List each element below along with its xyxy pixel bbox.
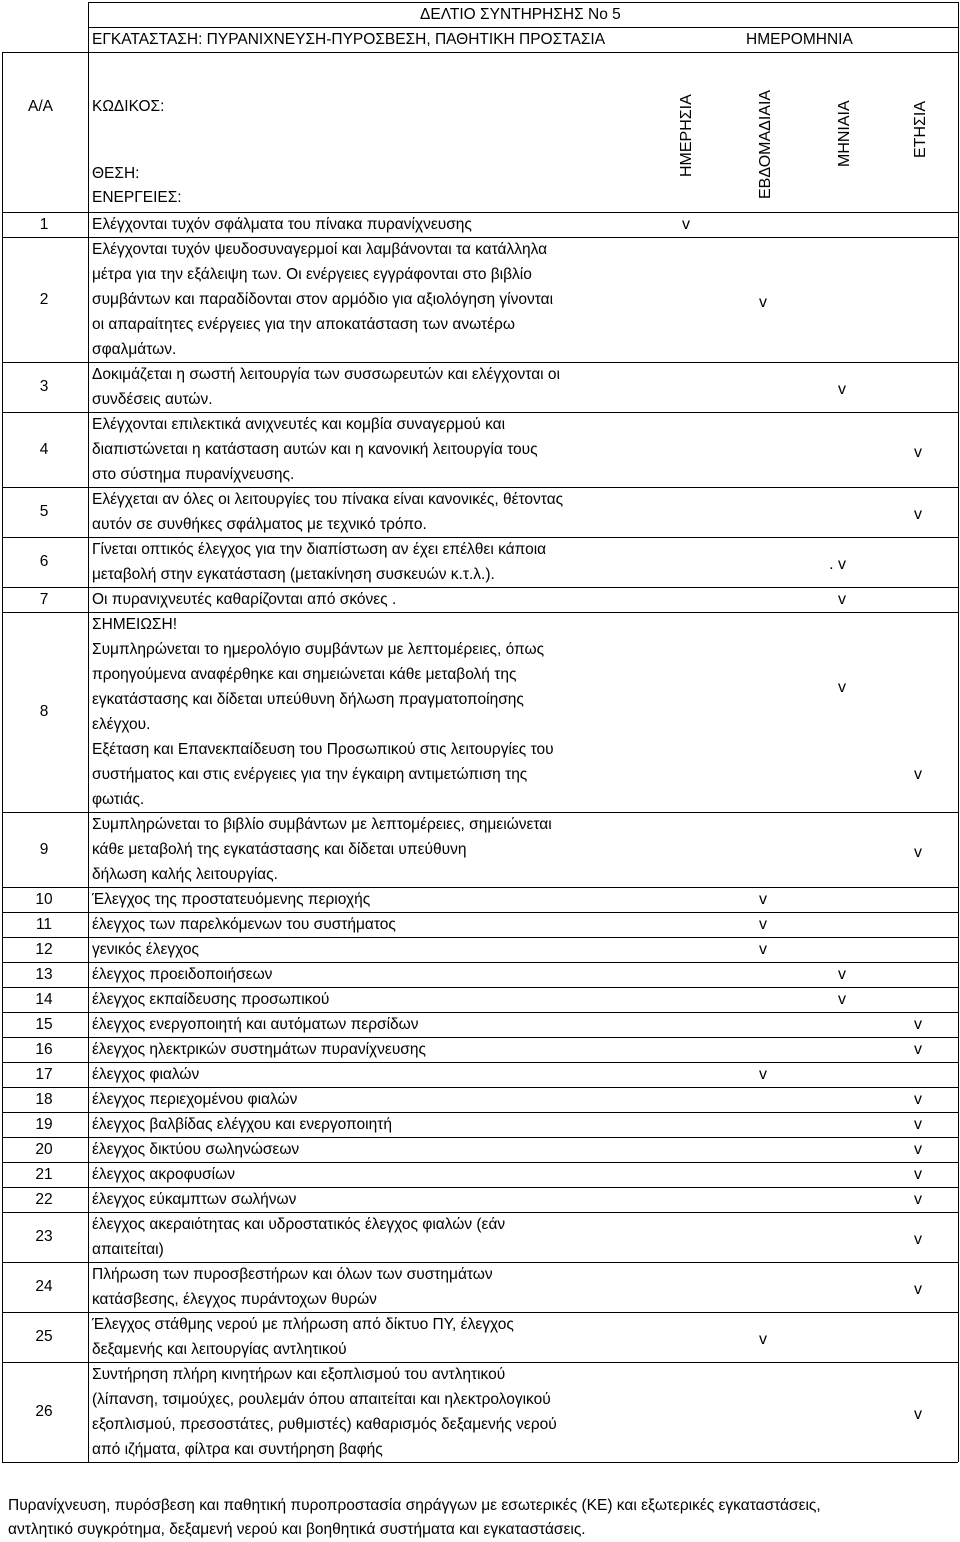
sheet-title: ΔΕΛΤΙΟ ΣΥΝΤΗΡΗΣΗΣ Νο 5: [420, 6, 621, 23]
task-text-line: έλεγχος βαλβίδας ελέγχου και ενεργοποιητή: [92, 1116, 392, 1133]
task-text-line: έλεγχος περιεχομένου φιαλών: [92, 1091, 298, 1108]
position-label: ΘΕΣΗ:: [92, 165, 140, 182]
task-text-line: αυτόν σε συνθήκες σφάλματος με τεχνικό τρόπο.: [92, 516, 427, 533]
task-text-line: μέτρα για την εξάλειψη των. Οι ενέργειες εγγράφονται στο βιβλίο: [92, 266, 532, 283]
task-text-line: διαπιστώνεται η κατάσταση αυτών και η κανονική λειτουργία τους: [92, 441, 538, 458]
frequency-check-mark: v: [914, 1116, 922, 1133]
header-border-mid: [88, 27, 958, 28]
task-text-line: φωτιάς.: [92, 791, 145, 808]
task-text-line: Ελέγχονται επιλεκτικά ανιχνευτές και κομβία συναγερμού και: [92, 416, 506, 433]
frequency-check-mark: v: [759, 293, 767, 311]
task-text-line: έλεγχος δικτύου σωληνώσεων: [92, 1141, 300, 1158]
row-number: 25: [35, 1328, 53, 1345]
row-number: 17: [35, 1065, 53, 1083]
table-border-left: [2, 52, 3, 1462]
header-border-right: [958, 2, 959, 52]
frequency-check-mark: . v: [829, 556, 846, 573]
task-text-line: Συμπληρώνεται το ημερολόγιο συμβάντων με λεπτομέρειες, όπως: [92, 641, 545, 658]
frequency-check-mark: v: [914, 1281, 922, 1298]
row-number: 19: [35, 1115, 53, 1133]
header-border-top: [88, 2, 958, 3]
frequency-check-mark: v: [759, 916, 767, 933]
row-number: 13: [35, 965, 53, 983]
frequency-check-mark: v: [914, 1091, 922, 1108]
task-text-line: Ελέγχεται αν όλες οι λειτουργίες του πίνακα είναι κανονικές, θέτοντας: [92, 491, 564, 508]
task-text-line: γενικός έλεγχος: [92, 941, 199, 958]
row-number: 16: [35, 1040, 53, 1058]
task-text-line: Ελέγχονται τυχόν σφάλματα του πίνακα πυρανίχνευσης: [92, 216, 472, 233]
task-text-line: Δοκιμάζεται η σωστή λειτουργία των συσσωρευτών και ελέγχονται οι: [92, 366, 560, 383]
task-text-line: κατάσβεσης, έλεγχος πυράντοχων θυρών: [92, 1291, 377, 1308]
frequency-check-mark: v: [838, 678, 846, 696]
frequency-check-mark: v: [914, 506, 922, 523]
task-text-line: Γίνεται οπτικός έλεγχος για την διαπίστωση αν έχει επέλθει κάποια: [92, 541, 547, 558]
task-text-line: Εξέταση και Επανεκπαίδευση του Προσωπικού στις λειτουργίες του: [92, 741, 554, 758]
aa-header: Α/Α: [28, 98, 53, 115]
task-text-line: κάθε μεταβολή της εγκατάστασης και δίδεται υπεύθυνη: [92, 841, 467, 858]
freq-header-weekly: ΕΒΔΟΜΑΔΙΑΙΑ: [757, 89, 774, 199]
freq-header-yearly: ΕΤΗΣΙΑ: [912, 100, 929, 158]
frequency-check-mark: v: [914, 1141, 922, 1158]
task-text-line: σφαλμάτων.: [92, 341, 177, 358]
task-text-line: συνδέσεις αυτών.: [92, 391, 213, 408]
row-number: 5: [39, 503, 49, 520]
frequency-check-mark: v: [914, 1406, 922, 1423]
frequency-check-mark: v: [759, 1331, 767, 1348]
task-text-line: προηγούμενα αναφέρθηκε και σημειώνεται κάθε μεταβολή της: [92, 666, 517, 683]
row-number: 7: [39, 590, 49, 608]
row-number: 21: [35, 1165, 53, 1183]
row-number: 6: [39, 553, 49, 570]
frequency-check-mark: v: [838, 991, 846, 1008]
task-text-line: έλεγχος προειδοποιήσεων: [92, 966, 273, 983]
row-number: 26: [35, 1403, 53, 1420]
table-border-right: [958, 52, 959, 1462]
task-text-line: Οι πυρανιχνευτές καθαρίζονται από σκόνες .: [92, 591, 397, 608]
header-border-left: [88, 2, 89, 52]
task-text-line: Πλήρωση των πυροσβεστήρων και όλων των συστημάτων: [92, 1266, 493, 1283]
row-number: 11: [35, 915, 53, 933]
row-number: 1: [39, 215, 49, 233]
task-text-line: ΣΗΜΕΙΩΣΗ!: [92, 616, 178, 633]
task-text-line: έλεγχος ακροφυσίων: [92, 1166, 235, 1183]
frequency-check-mark: v: [914, 1041, 922, 1058]
freq-header-daily: ΗΜΕΡΗΣΙΑ: [678, 94, 695, 177]
frequency-check-mark: v: [838, 966, 846, 983]
row-number: 3: [39, 378, 49, 395]
task-text-line: Συντήρηση πλήρη κινητήρων και εξοπλισμού του αντλητικού: [92, 1366, 506, 1383]
row-number: 23: [35, 1228, 53, 1245]
frequency-check-mark: v: [914, 843, 922, 861]
task-text-line: δήλωση καλής λειτουργίας.: [92, 866, 278, 883]
frequency-check-mark: v: [682, 216, 690, 233]
task-text-line: Ελέγχονται τυχόν ψευδοσυναγερμοί και λαμβάνονται τα κατάλληλα: [92, 241, 548, 258]
freq-header-monthly: ΜΗΝΙΑΙΑ: [836, 100, 853, 167]
frequency-check-mark: v: [914, 443, 922, 461]
task-text-line: εγκατάστασης και δίδεται υπεύθυνη δήλωση πραγματοποίησης: [92, 691, 524, 708]
header-border-lower: [2, 52, 958, 53]
row-number: 14: [35, 990, 53, 1008]
row-number: 10: [35, 890, 53, 908]
task-text-line: Έλεγχος της προστατευόμενης περιοχής: [92, 891, 371, 908]
frequency-check-mark: v: [914, 1231, 922, 1248]
task-text-line: Συμπληρώνεται το βιβλίο συμβάντων με λεπτομέρειες, σημειώνεται: [92, 816, 552, 833]
frequency-check-mark: v: [759, 1066, 767, 1083]
task-text-line: εξοπλισμού, πρεσοστάτες, ρυθμιστές) καθαρισμός δεξαμενής νερού: [92, 1416, 557, 1433]
task-text-line: Έλεγχος στάθμης νερού με πλήρωση από δίκτυο ΠΥ, έλεγχος: [92, 1316, 514, 1333]
task-text-line: έλεγχος ηλεκτρικών συστημάτων πυρανίχνευσης: [92, 1041, 426, 1058]
task-text-line: δεξαμενής και λειτουργίας αντλητικού: [92, 1341, 347, 1358]
row-number: 18: [35, 1090, 53, 1108]
task-text-line: ελέγχου.: [92, 716, 151, 733]
footer-line-1: Πυρανίχνευση, πυρόσβεση και παθητική πυροπροστασία σηράγγων με εσωτερικές (ΚΕ) και εξωτερικές εγκαταστάσεις,: [8, 1497, 821, 1514]
frequency-check-mark: v: [914, 1191, 922, 1208]
frequency-check-mark: v: [914, 1166, 922, 1183]
row-number: 24: [35, 1278, 53, 1295]
number-column-border: [88, 52, 89, 1462]
frequency-check-mark: v: [759, 891, 767, 908]
task-text-line: μεταβολή στην εγκατάσταση (μετακίνηση συσκευών κ.τ.λ.).: [92, 566, 495, 583]
date-label: ΗΜΕΡΟΜΗΝΙΑ: [746, 31, 853, 48]
code-label: ΚΩΔΙΚΟΣ:: [92, 98, 165, 115]
task-text-line: έλεγχος των παρελκόμενων του συστήματος: [92, 916, 396, 933]
row-number: 9: [39, 840, 49, 858]
task-text-line: έλεγχος εκπαίδευσης προσωπικού: [92, 991, 330, 1008]
task-text-line: συμβάντων και παραδίδονται στον αρμόδιο για αξιολόγηση γίνονται: [92, 291, 554, 308]
row-number: 22: [35, 1190, 53, 1208]
task-text-line: από ιζήματα, φίλτρα και συντήρηση βαφής: [92, 1441, 383, 1458]
task-text-line: έλεγχος ενεργοποιητή και αυτόματων περσίδων: [92, 1016, 419, 1033]
actions-label: ΕΝΕΡΓΕΙΕΣ:: [92, 189, 182, 206]
row-number: 15: [35, 1015, 53, 1033]
row-number: 20: [35, 1140, 53, 1158]
task-text-line: (λίπανση, τσιμούχες, ρουλεμάν όπου απαιτείται και ηλεκτρολογικού: [92, 1391, 551, 1408]
row-number: 12: [35, 940, 53, 958]
frequency-check-mark: v: [914, 766, 922, 783]
task-text-line: στο σύστημα πυρανίχνευσης.: [92, 466, 295, 483]
task-text-line: συστήματος και στις ενέργειες για την έγκαιρη αντιμετώπιση της: [92, 766, 528, 783]
frequency-check-mark: v: [759, 941, 767, 958]
task-text-line: απαιτείται): [92, 1241, 164, 1258]
footer-line-2: αντλητικό συγκρότημα, δεξαμενή νερού και βοηθητικά συστήματα και εγκαταστάσεις.: [8, 1521, 586, 1538]
table-border-bottom: [2, 1462, 958, 1463]
row-number: 8: [39, 703, 49, 720]
frequency-check-mark: v: [838, 381, 846, 398]
task-text-line: έλεγχος φιαλών: [92, 1066, 200, 1083]
row-number: 2: [39, 290, 49, 308]
frequency-check-mark: v: [914, 1016, 922, 1033]
task-text-line: έλεγχος ακεραιότητας και υδροστατικός έλεγχος φιαλών (εάν: [92, 1216, 506, 1233]
frequency-check-mark: v: [838, 591, 846, 608]
installation-label: ΕΓΚΑΤΑΣΤΑΣΗ: ΠΥΡΑΝΙΧΝΕΥΣΗ-ΠΥΡΟΣΒΕΣΗ, ΠΑΘΗΤΙΚΗ ΠΡΟΣΤΑΣΙΑ: [92, 31, 606, 48]
task-text-line: οι απαραίτητες ενέργειες για την αποκατάσταση των ανωτέρω: [92, 316, 515, 333]
row-number: 4: [39, 440, 49, 458]
task-text-line: έλεγχος εύκαμπτων σωλήνων: [92, 1191, 297, 1208]
